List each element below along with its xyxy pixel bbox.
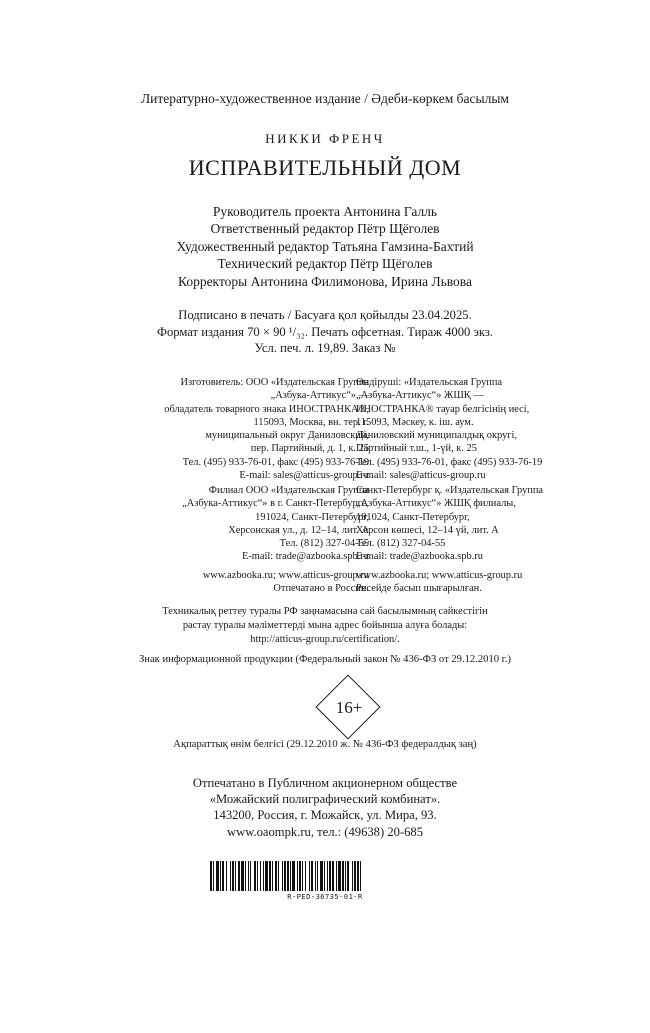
publisher-ru-line: E-mail: sales@atticus-group.ru [239,470,369,482]
publisher-kz [356,376,542,482]
info-sign-text: Знак информационной продукции (Федеральный закон № 436-ФЗ от 29.12.2010 г.) [138,654,512,665]
barcode-bar [245,861,246,891]
certification-line: Техникалық реттеу туралы РФ заңнамасына сай басылымның сәйкестігін [162,606,488,617]
branch-ru-line: Тел. (812) 327-04-55 [279,538,369,550]
credit-line: Художественный редактор Татьяна Гамзина-Бахтий [176,238,474,254]
barcode-bar [317,861,318,891]
publisher-kz-line: Даниловский муниципалдық округі, [356,430,518,442]
barcode-bar [287,861,289,891]
web-kz-line: www.azbooka.ru; www.atticus-group.ru [356,570,523,581]
genre-line: Литературно-художественное издание / Әдеби-көркем басылым [141,91,509,106]
barcode-bar [332,861,334,891]
barcode-bar [241,861,244,891]
barcode-bar [320,861,323,891]
branch-ru-line: E-mail: trade@azbooka.spb.ru [242,551,369,563]
barcode-bar [352,861,353,891]
barcode-bar [265,861,268,891]
printer-line: www.oaompk.ru, тел.: (49638) 20-685 [227,824,423,839]
credit-line: Руководитель проекта Антонина Галль [212,204,438,219]
branch-ru-line: „Азбука-Аттикус“» в г. Санкт-Петербурге, [182,498,369,510]
barcode-bar [342,861,344,891]
branch-ru-line: 191024, Санкт-Петербург, [255,511,369,523]
barcode-number: R-PED-36735-01-R [287,893,363,901]
barcode-bar [309,861,310,891]
credit-line: Технический редактор Пётр Щёголев [217,256,433,272]
publisher-kz-line: E-mail: sales@atticus-group.ru [356,470,486,482]
age-rating-label: 16+ [335,698,363,717]
web-ru [203,569,369,596]
print-info-block [0,307,650,357]
branch-ru [182,484,369,564]
barcode-bar [299,861,301,891]
publisher-kz-line: ИНОСТРАНКА® тауар белгісінің иесі, [356,403,530,415]
book-title: ИСПРАВИТЕЛЬНЫЙ ДОМ [188,155,462,180]
web-ru-line: Отпечатано в России. [273,583,369,595]
barcode-bar [357,861,359,891]
publisher-ru-line: 115093, Москва, вн. тер. г. [253,416,369,428]
publisher-ru-line: муниципальный округ Даниловский, [205,430,369,442]
publisher-ru-line: Изготовитель: ООО «Издательская Группа [180,377,369,388]
publisher-kz-line: Тел. (495) 933-76-01, факс (495) 933-76-19 [356,456,543,468]
barcode-bar [250,861,251,891]
branch-kz-line: E-mail: trade@azbooka.spb.ru [356,551,483,563]
publisher-ru-line: пер. Партийный, д. 1, к. 25 [250,443,369,455]
publisher-kz-line: Партийный т.ш., 1-үй, к. 25 [356,443,477,455]
certification-line: http://atticus-group.ru/certification/. [250,633,400,645]
barcode-bar [360,861,361,891]
printer-line: «Можайский полиграфический комбинат». [209,792,441,807]
age-rating-badge [315,674,383,742]
barcode-bar [220,861,221,891]
printer-line: Отпечатано в Публичном акционерном обществе [192,776,458,790]
web-kz-line: Ресейде басып шығарылған. [356,583,482,595]
barcode-bar [210,861,212,891]
barcode-bar [311,861,313,891]
barcode-bar [336,861,337,891]
barcode-bar [284,861,286,891]
barcode-bar [230,861,231,891]
barcode-icon [210,861,440,891]
barcode-bar [354,861,356,891]
barcode-bar [278,861,279,891]
barcode-bar [324,861,325,891]
web-kz [356,569,522,596]
web-ru-line: www.azbooka.ru; www.atticus-group.ru [202,570,369,581]
barcode-bar [272,861,273,891]
barcode-bar [329,861,331,891]
barcode-bar [226,861,227,891]
barcode-bar [275,861,277,891]
barcode-bar [290,861,291,891]
barcode-bar [269,861,271,891]
publisher-ru [164,376,369,482]
branch-kz-line: 191024, Санкт-Петербург, [356,511,470,523]
printer-line: 143200, Россия, г. Можайск, ул. Мира, 93. [213,808,437,823]
barcode-bar [292,861,295,891]
barcode-bar [254,861,256,891]
author-name: НИККИ ФРЕНЧ [265,131,385,146]
print-info-line: Подписано в печать / Басуаға қол қойылды 23.04.2025. [178,308,472,322]
publisher-kz-line: 115093, Мәскеу, к. іш. аум. [356,416,474,428]
barcode-bar [213,861,214,891]
barcode-bar [305,861,306,891]
barcode-bar [216,861,219,891]
branch-kz-line: Тел. (812) 327-04-55 [356,538,446,550]
publisher-ru-line: Тел. (495) 933-76-01, факс (495) 933-76-19 [182,456,369,468]
barcode-bar [297,861,298,891]
publisher-kz-line: „Азбука-Аттикус“» ЖШҚ — [356,390,484,402]
barcode-bar [235,861,236,891]
certification-line: растау туралы мәліметтерді мына адрес бойынша алуға болады: [182,619,468,631]
barcode-bar [248,861,249,891]
branch-ru-line: Херсонская ул., д. 12–14, лит. А [228,524,369,536]
branch-kz-line: Санкт-Петербург қ. «Издательская Группа [356,485,544,496]
printer-block [0,775,650,840]
branch-ru-line: Филиал ООО «Издательская Группа [208,485,369,496]
barcode-bar [232,861,234,891]
publisher-ru-line: обладатель товарного знака ИНОСТРАНКА®, [164,403,369,415]
info-sign-kz-text: Ақпараттық өнім белгісі (29.12.2010 ж. № 436-ФЗ федералдық заң) [173,739,477,750]
barcode-bar [338,861,341,891]
barcode-bar [260,861,261,891]
barcode-bar [327,861,328,891]
branch-kz [356,484,543,564]
publisher-ru-line: „Азбука-Аттикус“» — [270,390,369,402]
barcode-bar [257,861,258,891]
branch-kz-line: Херсон көшесі, 12–14 үй, лит. А [356,524,499,536]
credit-line: Ответственный редактор Пётр Щёголев [210,221,440,237]
barcode-bar [315,861,316,891]
print-info-line: Усл. печ. л. 19,89. Заказ № [254,341,396,355]
barcode-bar [238,861,240,891]
barcode-bar [345,861,346,891]
barcode-bar [222,861,224,891]
credits-block [0,203,650,290]
certification-block [0,605,650,646]
print-info-line: Формат издания 70 × 90 ¹/₃₂. Печать офсетная. Тираж 4000 экз. [157,324,493,339]
barcode-bar [347,861,349,891]
barcode-bar [282,861,283,891]
barcode-bar [263,861,264,891]
branch-kz-line: „Азбука-Аттикус“» ЖШҚ филиалы, [356,498,516,510]
publisher-kz-line: Өндіруші: «Издательская Группа [356,377,503,388]
barcode-bar [302,861,303,891]
credit-line: Корректоры Антонина Филимонова, Ирина Львова [177,273,472,289]
